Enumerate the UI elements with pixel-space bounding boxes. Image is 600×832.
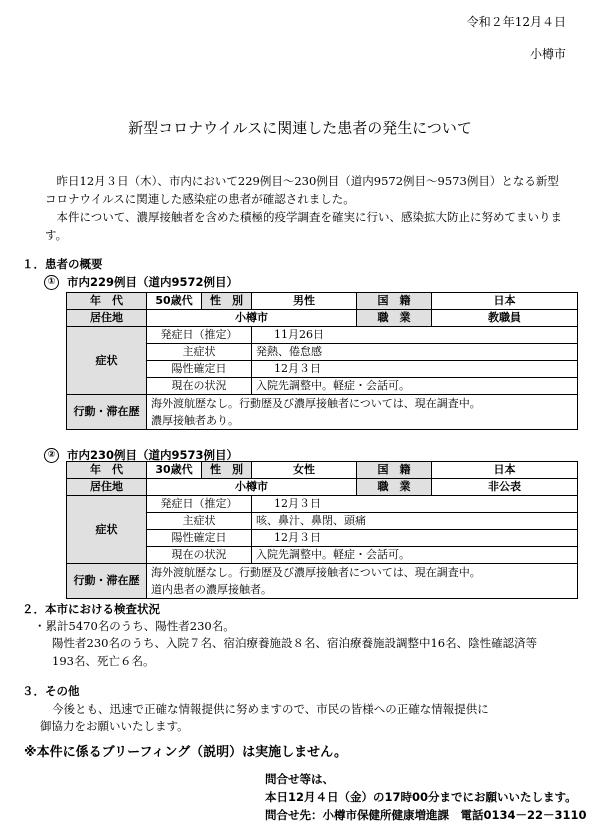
case-1-row-residence	[67, 310, 578, 327]
case-2-table	[66, 461, 578, 599]
positive-date-label: 陽性確定日	[147, 361, 252, 378]
history-label: 行動・滞在歴	[67, 564, 147, 599]
case-2-row-history	[67, 564, 578, 599]
intro-paragraph-1: 昨日12月３日（木）、市内において229例目～230例目（道内9572例目～9573例目）となる新型コロナウイルスに関連した感染症の患者が確認されました。	[45, 174, 559, 206]
status-label: 現在の状況	[147, 378, 252, 395]
age-value: 50歳代	[147, 293, 202, 310]
intro-paragraph-2: 本件について、濃厚接触者を含めた積極的疫学調査を確実に行い、感染拡大防止に努めてまいります。	[45, 210, 563, 242]
positive-date-value: 12月３日	[252, 530, 578, 547]
residence-label: 居住地	[67, 310, 147, 327]
history-line-2: 濃厚接触者あり。	[151, 414, 239, 427]
occupation-value: 非公表	[432, 479, 578, 496]
test-status-line-2: 陽性者230名のうち、入院７名、宿泊療養施設８名、宿泊療養施設調整中16名、陰性確認済等	[52, 636, 538, 650]
test-status-line-1: ・累計5470名のうち、陽性者230名。	[34, 619, 235, 633]
main-symptom-value: 咳、鼻汁、鼻閉、頭痛	[252, 513, 578, 530]
symptom-label: 症状	[67, 496, 147, 564]
case-2-row-basic	[67, 462, 578, 479]
sex-value: 男性	[252, 293, 357, 310]
case-1-row-onset	[67, 327, 578, 344]
age-label: 年 代	[67, 293, 147, 310]
history-line-1: 海外渡航歴なし。行動歴及び濃厚接触者については、現在調査中。	[151, 566, 481, 579]
residence-value: 小樽市	[147, 310, 357, 327]
history-value	[147, 564, 578, 599]
case-1-row-basic	[67, 293, 578, 310]
nationality-value: 日本	[432, 293, 578, 310]
case-2-number: ②	[44, 448, 59, 463]
status-value: 入院先調整中。軽症・会話可。	[252, 378, 578, 395]
status-value: 入院先調整中。軽症・会話可。	[252, 547, 578, 564]
positive-date-value: 12月３日	[252, 361, 578, 378]
section-3-heading: ３．その他	[22, 684, 80, 698]
onset-value: 12月３日	[252, 496, 578, 513]
main-symptom-value: 発熱、倦怠感	[252, 344, 578, 361]
onset-label: 発症日（推定）	[147, 327, 252, 344]
other-line-1: 今後とも、迅速で正確な情報提供に努めますので、市民の皆様への正確な情報提供に	[52, 702, 489, 716]
case-1-table	[66, 292, 578, 430]
issuing-organization: 小樽市	[529, 47, 566, 61]
document-date: 令和２年12月４日	[466, 15, 566, 29]
case-2-label: 市内230例目（道内9573例目）	[67, 448, 239, 462]
contact-info: 問合せ先：小樽市保健所健康増進課 電話0134－22－3110	[265, 808, 587, 822]
symptom-label: 症状	[67, 327, 147, 395]
case-2-row-residence	[67, 479, 578, 496]
positive-date-label: 陽性確定日	[147, 530, 252, 547]
sex-label: 性 別	[202, 293, 252, 310]
age-label: 年 代	[67, 462, 147, 479]
history-label: 行動・滞在歴	[67, 395, 147, 430]
status-label: 現在の状況	[147, 547, 252, 564]
contact-deadline: 本日12月４日（金）の17時00分までにお願いいたします。	[265, 790, 577, 804]
history-line-1: 海外渡航歴なし。行動歴及び濃厚接触者については、現在調査中。	[151, 397, 481, 410]
briefing-notice: ※本件に係るブリーフィング（説明）は実施しません。	[24, 745, 347, 760]
section-1-heading: １．患者の概要	[22, 257, 103, 271]
case-1-number: ①	[44, 275, 59, 290]
case-1-row-history	[67, 395, 578, 430]
onset-value: 11月26日	[252, 327, 578, 344]
case-1-heading	[44, 274, 238, 290]
sex-label: 性 別	[202, 462, 252, 479]
sex-value: 女性	[252, 462, 357, 479]
other-line-2: 御協力をお願いいたします。	[40, 719, 189, 733]
main-symptom-label: 主症状	[147, 513, 252, 530]
residence-label: 居住地	[67, 479, 147, 496]
onset-label: 発症日（推定）	[147, 496, 252, 513]
document-title: 新型コロナウイルスに関連した患者の発生について	[128, 119, 472, 137]
case-2-row-onset	[67, 496, 578, 513]
nationality-label: 国 籍	[357, 293, 432, 310]
test-status-line-3: 193名、死亡６名。	[52, 654, 155, 668]
residence-value: 小樽市	[147, 479, 357, 496]
occupation-value: 教職員	[432, 310, 578, 327]
nationality-label: 国 籍	[357, 462, 432, 479]
section-2-heading: ２．本市における検査状況	[22, 602, 160, 616]
occupation-label: 職 業	[357, 479, 432, 496]
nationality-value: 日本	[432, 462, 578, 479]
main-symptom-label: 主症状	[147, 344, 252, 361]
contact-intro: 問合せ等は、	[265, 772, 334, 786]
occupation-label: 職 業	[357, 310, 432, 327]
history-value	[147, 395, 578, 430]
history-line-2: 道内患者の濃厚接触者。	[151, 583, 272, 596]
case-1-label: 市内229例目（道内9572例目）	[67, 275, 239, 289]
age-value: 30歳代	[147, 462, 202, 479]
